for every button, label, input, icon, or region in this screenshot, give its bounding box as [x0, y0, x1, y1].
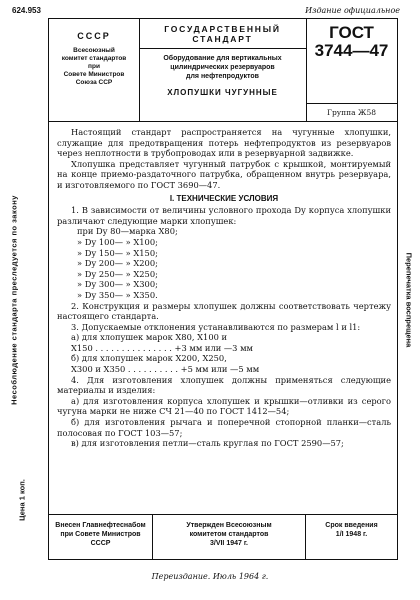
reprint-note: Переиздание. Июль 1964 г. [151, 572, 269, 581]
mark-item: » Dу 250— » Х250; [77, 268, 158, 279]
effective-date: Срок введения 1/I 1948 г. [325, 522, 378, 538]
issuer-org: Всесоюзный комитет стандартов при Совете Министров Союза ССР [61, 47, 127, 86]
mark-item: » Dу 300— » Х300; [77, 279, 158, 290]
clause-3: 3. Допускаемые отклонения устанавливаются по размерам l и l1: [71, 321, 361, 332]
title-column [139, 19, 307, 121]
issuer-column [49, 19, 140, 121]
subject-title: Оборудование для вертикальных цилиндрических резервуаров для нефтепродуктов [163, 55, 282, 80]
standard-frame [48, 18, 398, 560]
section-heading: I. ТЕХНИЧЕСКИЕ УСЛОВИЯ [169, 193, 279, 203]
intro-paragraph: Настоящий стандарт распространяется на чугунные хлопушки, служащие для предотвращения потерь нефтепродуктов из резервуаров через неплотности в трубопроводах или в резервуарной задвижке. [57, 127, 391, 159]
footer-block [49, 514, 397, 559]
mark-item: » Dу 200— » Х200; [77, 258, 158, 269]
reprint-prohibited: Перепечатка воспрещена [404, 252, 414, 348]
introduced-by: Внесен Главнефтеснабом при Совете Министров СССР [49, 515, 153, 559]
clause-2: 2. Конструкция и размеры хлопушек должны соответствовать чертежу настоящего стандарта. [57, 300, 391, 322]
group-code: Группа Ж58 [306, 103, 397, 121]
material-b: б) для изготовления рычага и поперечной стопорной планки—сталь полосовая по ГОСТ 103—57; [57, 417, 391, 438]
udc-code: 624.953 [12, 6, 41, 15]
mark-item: при Dу 80—марка Х80; [77, 226, 178, 237]
law-notice: Несоблюдение стандарта преследуется по закону [9, 195, 19, 405]
state-standard-label: ГОСУДАРСТВЕННЫЙ СТАНДАРТ [139, 19, 306, 49]
country-label: СССР [77, 31, 111, 41]
mark-item: » Dу 100— » Х100; [77, 236, 158, 247]
gost-column [306, 19, 397, 121]
material-c: в) для изготовления петли—сталь круглая по ГОСТ 2590—57; [71, 438, 344, 449]
mark-item: » Dу 150— » Х150; [77, 247, 158, 258]
tolerance-b-value: Х300 и Х350 . . . . . . . . . . +5 мм или —5 мм [71, 364, 260, 375]
product-name: ХЛОПУШКИ ЧУГУННЫЕ [167, 88, 278, 97]
document-body [57, 127, 391, 449]
tolerance-a-value: Х150 . . . . . . . . . . . . . . . +3 мм или —3 мм [71, 342, 254, 353]
intro-paragraph: Хлопушка представляет чугунный патрубок с крышкой, монтируемый на конце приемо-раздаточного патрубка, обращенном внутрь резервуара, и изготовляемого по ГОСТ 3690—47. [57, 158, 391, 190]
tolerance-b: б) для хлопушек марок Х200, Х250, [71, 353, 227, 364]
price-label: Цена 1 коп. [17, 479, 27, 521]
approved-by: Утвержден Всесоюзным комитетом стандартов 3/VII 1947 г. [153, 515, 306, 559]
clause-4: 4. Для изготовления хлопушек должны применяться следующие материалы и изделия: [57, 374, 391, 396]
header-block [49, 19, 397, 122]
tolerance-a: а) для хлопушек марок Х80, Х100 и [71, 332, 228, 343]
gost-number: ГОСТ 3744—47 [314, 23, 389, 60]
material-a: а) для изготовления корпуса хлопушек и крышки—отливки из серого чугуна марки не ниже СЧ 21—40 по ГОСТ 1412—54; [57, 395, 391, 417]
mark-item: » Dу 350— » Х350. [77, 289, 158, 300]
official-edition-label: Издание официальное [305, 6, 400, 15]
clause-1: 1. В зависимости от величины условного прохода Dу корпуса хлопушки различают следующие марки хлопушек: [57, 205, 391, 226]
